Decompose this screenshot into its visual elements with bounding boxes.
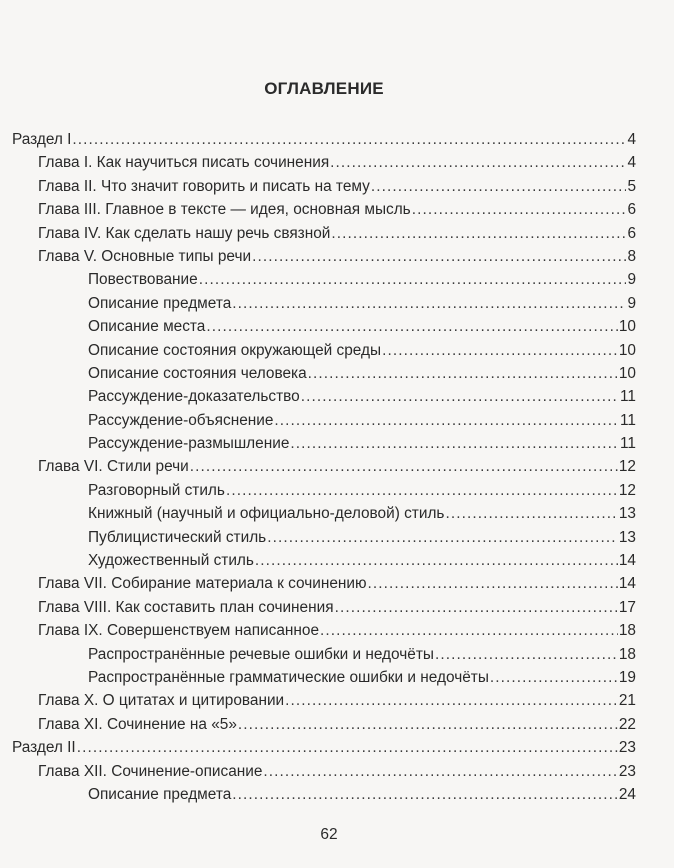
toc-entry-label: Рассуждение-объяснение (88, 411, 274, 429)
toc-entry-page: 10 (618, 341, 636, 359)
toc-subsection-row (0, 268, 674, 291)
toc-subsection-row (0, 666, 674, 689)
toc-entry-label: Глава I. Как научиться писать сочинения (38, 154, 330, 172)
dot-leader (308, 362, 618, 385)
dot-leader (382, 339, 618, 362)
toc-entry-label: Описание состояния человека (88, 364, 307, 382)
toc-entry-page: 18 (618, 645, 636, 663)
toc-chapter-row (0, 151, 674, 174)
toc-entry-label: Повествование (88, 271, 198, 289)
dot-leader (252, 245, 626, 268)
toc-entry-label: Распространённые речевые ошибки и недочёты (88, 645, 434, 663)
toc-entry-page: 9 (627, 294, 636, 312)
toc-entry-page: 13 (618, 528, 636, 546)
toc-section-row (0, 128, 674, 151)
toc-entry-label: Книжный (научный и официально-деловой) стиль (88, 505, 445, 523)
toc-entry-label: Глава XII. Сочинение-описание (38, 762, 263, 780)
toc-entry-label: Глава IV. Как сделать нашу речь связной (38, 224, 331, 242)
toc-entry-label: Глава XI. Сочинение на «5» (38, 715, 237, 733)
toc-entry-page: 17 (618, 598, 636, 616)
toc-entry-page: 18 (618, 622, 636, 640)
toc-entry-label: Описание предмета (88, 785, 232, 803)
page-number: 62 (320, 826, 338, 843)
toc-entry-page: 8 (627, 247, 636, 265)
toc-entry-label: Описание предмета (88, 294, 232, 312)
toc-entry-page: 9 (627, 271, 636, 289)
toc-chapter-row (0, 455, 674, 478)
toc-entry-label: Глава VI. Стили речи (38, 458, 189, 476)
dot-leader (330, 151, 626, 174)
dot-leader (320, 619, 618, 642)
toc-entry-page: 12 (618, 481, 636, 499)
toc-chapter-row (0, 175, 674, 198)
dot-leader (335, 596, 618, 619)
toc-entry-page: 4 (627, 154, 636, 172)
toc-chapter-row (0, 198, 674, 221)
toc-entry-page: 5 (627, 177, 636, 195)
toc-entry-page: 24 (618, 785, 636, 803)
dot-leader (368, 572, 618, 595)
toc-title: ОГЛАВЛЕНИЕ (264, 79, 384, 98)
toc-entry-page: 6 (627, 201, 636, 219)
toc-entry-page: 6 (627, 224, 636, 242)
toc-subsection-row (0, 409, 674, 432)
dot-leader (263, 760, 617, 783)
dot-leader (190, 455, 618, 478)
dot-leader (371, 175, 627, 198)
toc-entry-page: 11 (620, 435, 636, 453)
toc-entry-label: Публицистический стиль (88, 528, 267, 546)
toc-entry-label: Глава II. Что значит говорить и писать на тему (38, 177, 370, 195)
toc-entry-page: 21 (618, 692, 636, 710)
dot-leader (226, 479, 618, 502)
dot-leader (238, 713, 618, 736)
toc-subsection-row (0, 783, 674, 806)
toc-entry-page: 4 (627, 131, 636, 148)
dot-leader (331, 222, 626, 245)
dot-leader (490, 666, 618, 689)
dot-leader (267, 526, 618, 549)
toc-entry-label: Глава III. Главное в тексте — идея, основная мысль (38, 201, 411, 219)
toc-entry-page: 11 (620, 388, 636, 406)
dot-leader (199, 268, 627, 291)
toc-chapter-row (0, 245, 674, 268)
toc-subsection-row (0, 385, 674, 408)
toc-entry-label: Раздел I (12, 131, 72, 148)
toc-subsection-row (0, 502, 674, 525)
toc-entry-page: 10 (618, 318, 636, 336)
toc-entry-page: 12 (618, 458, 636, 476)
toc-entry-page: 23 (618, 739, 636, 757)
toc-chapter-row (0, 596, 674, 619)
dot-leader (274, 409, 619, 432)
dot-leader (232, 292, 626, 315)
toc-section-row (0, 736, 674, 759)
toc-subsection-row (0, 526, 674, 549)
toc-chapter-row (0, 572, 674, 595)
toc-entry-label: Раздел II (12, 739, 76, 757)
toc-chapter-row (0, 713, 674, 736)
toc-entry-label: Художественный стиль (88, 552, 254, 570)
toc-chapter-row (0, 760, 674, 783)
dot-leader (77, 736, 618, 759)
table-of-contents (0, 128, 674, 806)
toc-entry-label: Рассуждение-размышление (88, 435, 290, 453)
toc-subsection-row (0, 292, 674, 315)
toc-entry-label: Глава VII. Собирание материала к сочинению (38, 575, 367, 593)
toc-entry-label: Описание места (88, 318, 206, 336)
toc-entry-label: Разговорный стиль (88, 481, 225, 499)
toc-subsection-row (0, 432, 674, 455)
toc-subsection-row (0, 549, 674, 572)
toc-entry-page: 14 (618, 575, 636, 593)
toc-chapter-row (0, 619, 674, 642)
dot-leader (255, 549, 618, 572)
toc-entry-page: 10 (618, 364, 636, 382)
dot-leader (290, 432, 619, 455)
toc-entry-label: Глава VIII. Как составить план сочинения (38, 598, 334, 616)
toc-entry-label: Глава X. О цитатах и цитировании (38, 692, 285, 710)
dot-leader (285, 689, 618, 712)
toc-entry-label: Рассуждение-доказательство (88, 388, 300, 406)
toc-chapter-row (0, 689, 674, 712)
toc-entry-page: 13 (618, 505, 636, 523)
dot-leader (301, 385, 619, 408)
dot-leader (435, 643, 618, 666)
toc-entry-page: 22 (618, 715, 636, 733)
toc-chapter-row (0, 222, 674, 245)
toc-entry-page: 23 (618, 762, 636, 780)
toc-subsection-row (0, 479, 674, 502)
toc-entry-page: 14 (618, 552, 636, 570)
toc-entry-label: Распространённые грамматические ошибки и недочёты (88, 668, 489, 686)
toc-entry-page: 11 (620, 411, 636, 429)
toc-entry-label: Глава V. Основные типы речи (38, 247, 252, 265)
toc-entry-label: Описание состояния окружающей среды (88, 341, 382, 359)
dot-leader (72, 128, 626, 151)
toc-subsection-row (0, 339, 674, 362)
dot-leader (445, 502, 617, 525)
dot-leader (232, 783, 618, 806)
toc-subsection-row (0, 315, 674, 338)
toc-subsection-row (0, 362, 674, 385)
dot-leader (412, 198, 627, 221)
toc-subsection-row (0, 643, 674, 666)
toc-entry-page: 19 (618, 668, 636, 686)
toc-entry-label: Глава IX. Совершенствуем написанное (38, 622, 320, 640)
dot-leader (206, 315, 618, 338)
